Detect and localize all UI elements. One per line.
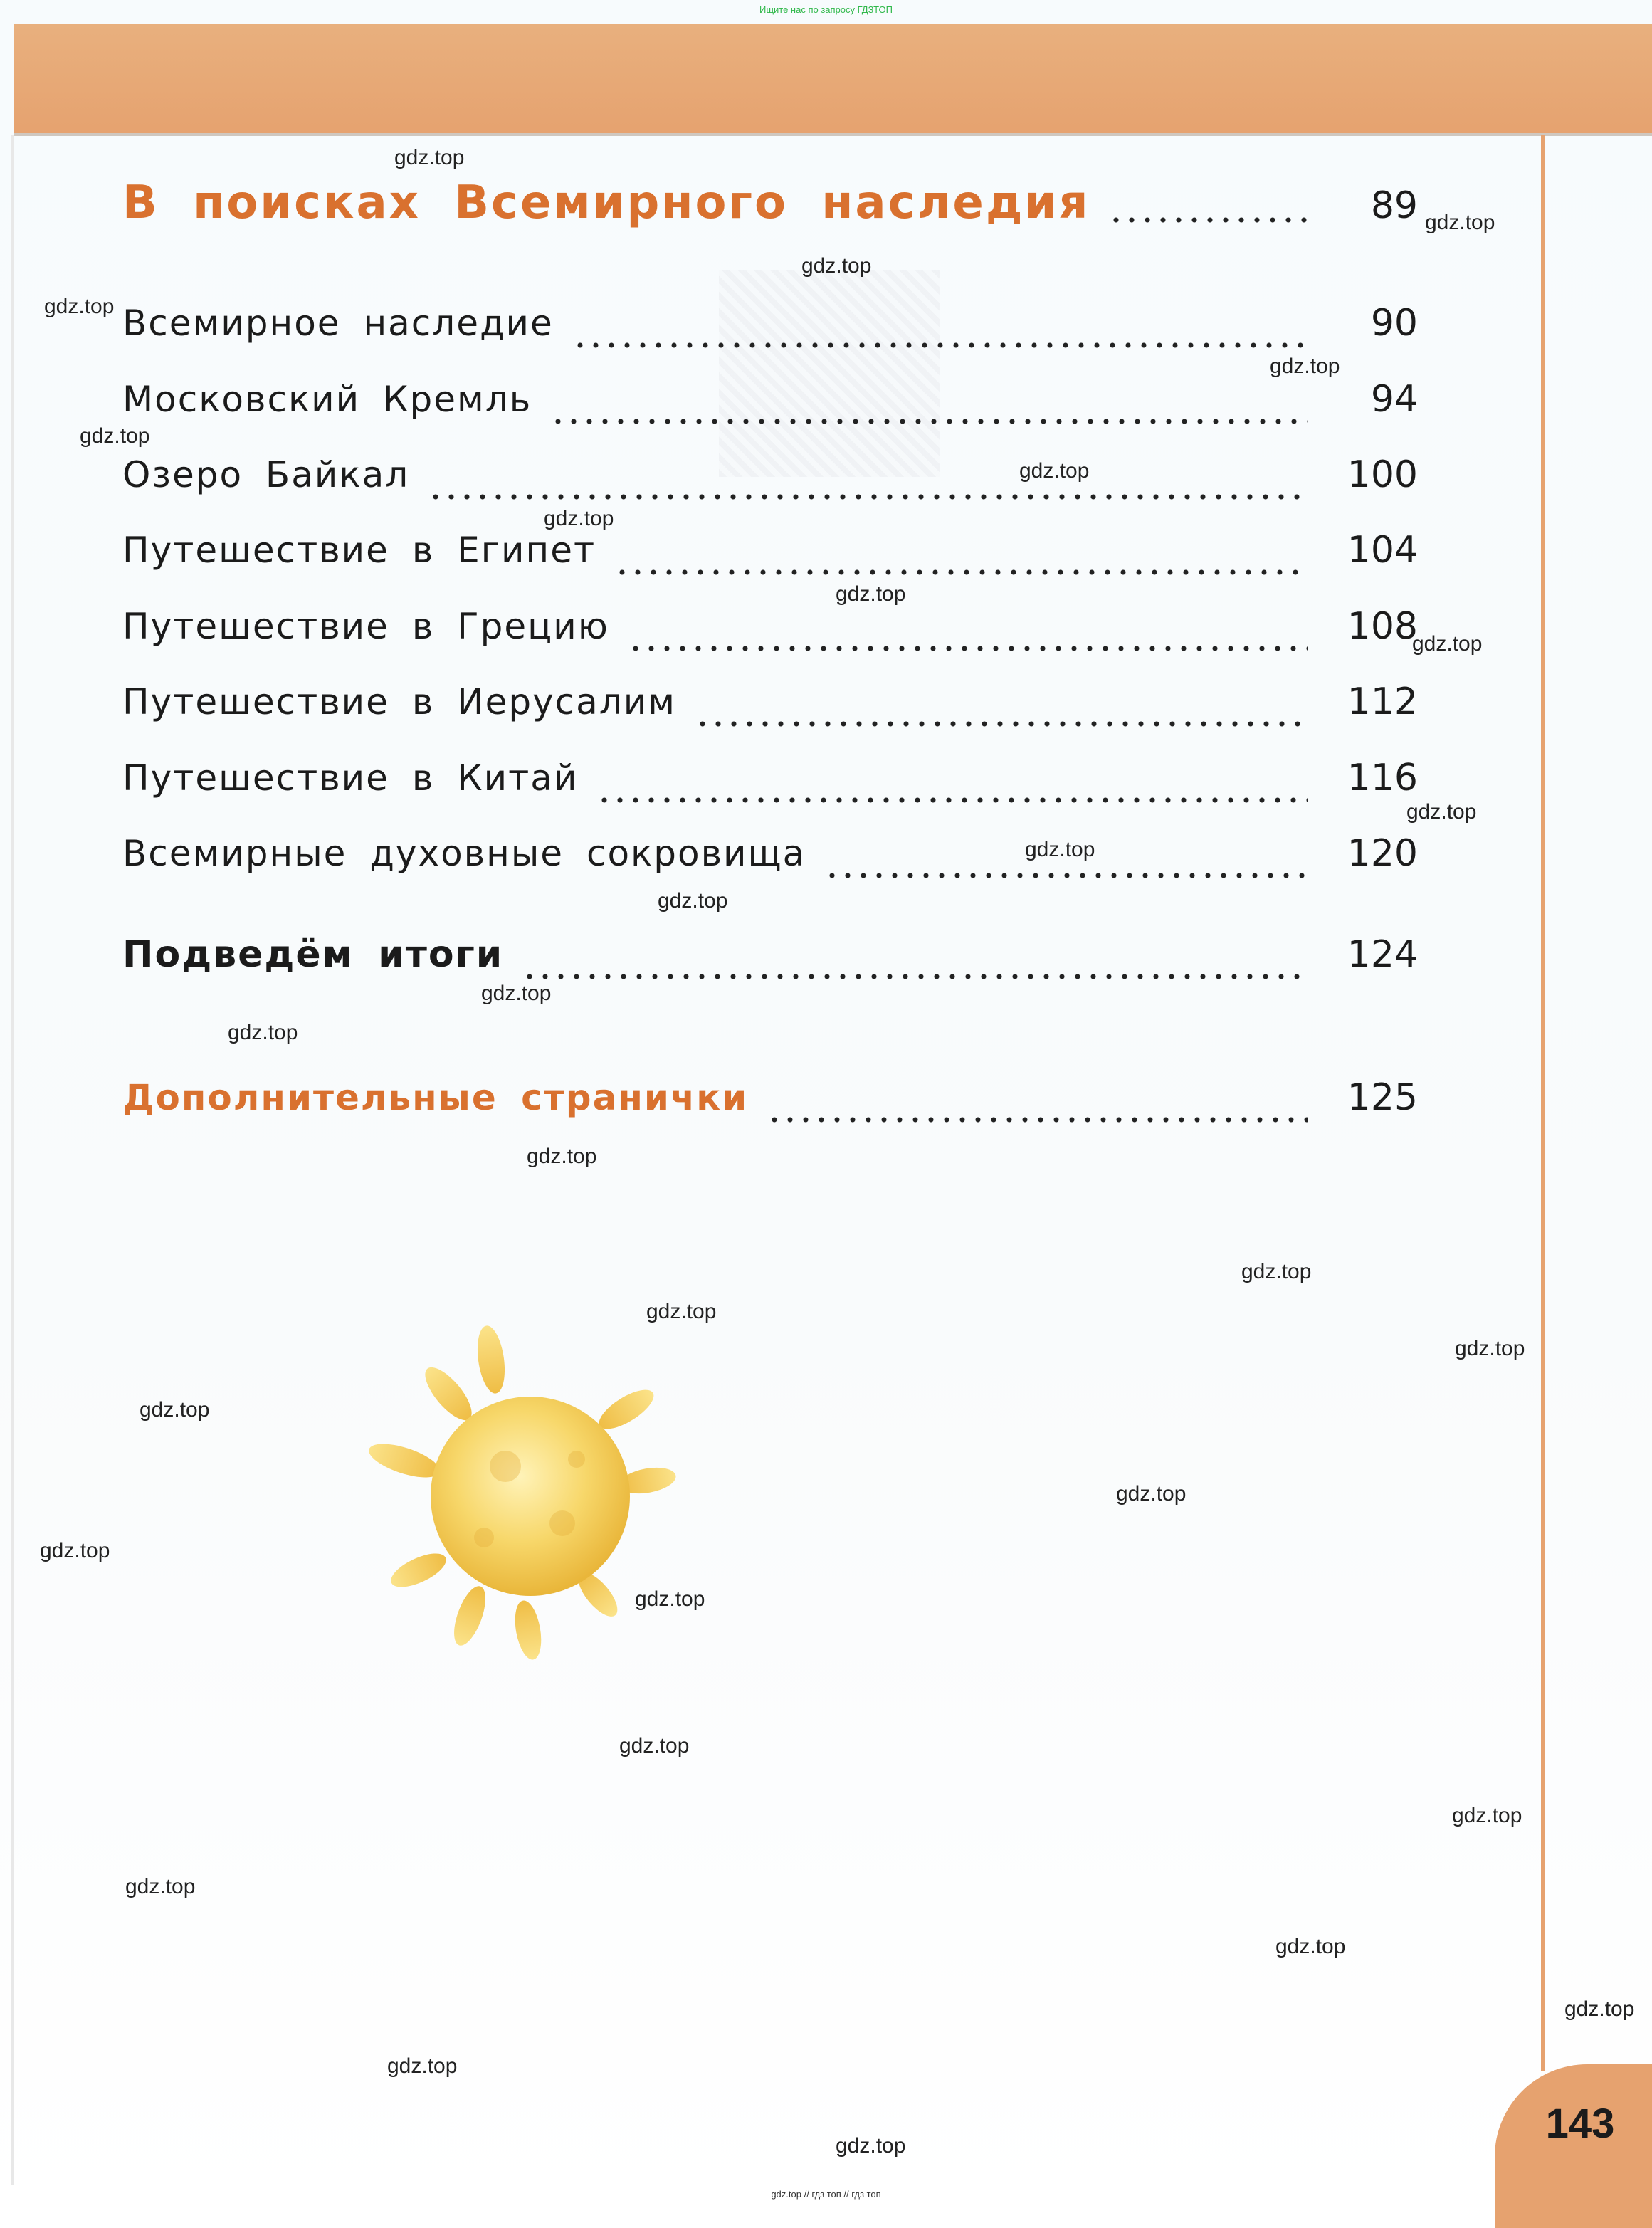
watermark: gdz.top	[387, 2054, 458, 2078]
toc-row[interactable]	[122, 605, 1418, 662]
toc-page-number: 124	[1347, 933, 1418, 976]
toc-leader-dots	[628, 645, 1308, 652]
toc-title: Всемирное наследие	[122, 303, 554, 344]
watermark: gdz.top	[125, 1875, 196, 1898]
watermark: gdz.top	[1019, 459, 1090, 483]
watermark: gdz.top	[658, 889, 728, 913]
sun-illustration	[363, 1310, 733, 1708]
toc-page-number: 100	[1347, 453, 1418, 496]
toc-title: Озеро Байкал	[122, 454, 410, 495]
watermark: gdz.top	[646, 1300, 717, 1323]
toc-leader-dots	[614, 569, 1308, 576]
watermark: gdz.top	[1564, 1997, 1635, 2021]
watermark: gdz.top	[1455, 1337, 1525, 1360]
watermark: gdz.top	[1116, 1482, 1187, 1506]
watermark: gdz.top	[801, 254, 872, 278]
bottom-note: gdz.top // гдз топ // гдз топ	[771, 2189, 881, 2200]
toc-leader-dots	[550, 418, 1308, 425]
toc-leader-dots	[596, 797, 1308, 804]
toc-page-number: 125	[1347, 1076, 1418, 1119]
toc-row-summary[interactable]	[122, 933, 1418, 990]
watermark: gdz.top	[1270, 354, 1340, 378]
watermark: gdz.top	[228, 1021, 298, 1044]
toc-page-number: 120	[1347, 832, 1418, 875]
top-note: Ищите нас по запросу ГДЗТОП	[759, 4, 893, 15]
toc-title: Путешествие в Иерусалим	[122, 681, 676, 722]
watermark: gdz.top	[394, 146, 465, 169]
toc-row[interactable]	[122, 529, 1418, 586]
toc-row-heading[interactable]	[122, 177, 1418, 233]
toc-title: Путешествие в Грецию	[122, 606, 609, 647]
toc-page-number: 116	[1347, 757, 1418, 799]
watermark: gdz.top	[1406, 800, 1477, 824]
toc-row[interactable]	[122, 681, 1418, 737]
toc-row[interactable]	[122, 302, 1418, 359]
watermark: gdz.top	[836, 582, 906, 606]
toc-title: Путешествие в Египет	[122, 530, 596, 571]
watermark: gdz.top	[527, 1145, 597, 1168]
watermark: gdz.top	[635, 1587, 705, 1611]
watermark: gdz.top	[80, 424, 150, 448]
toc-row[interactable]	[122, 757, 1418, 814]
toc-page-number: 108	[1347, 605, 1418, 648]
toc-title: Подведём итоги	[122, 933, 504, 976]
watermark: gdz.top	[140, 1398, 210, 1422]
toc-leader-dots	[1108, 216, 1308, 224]
watermark: gdz.top	[619, 1734, 690, 1757]
watermark: gdz.top	[44, 295, 115, 318]
watermark: gdz.top	[1412, 632, 1483, 656]
toc-leader-dots	[767, 1116, 1308, 1123]
page-number: 143	[1545, 2101, 1615, 2147]
toc-leader-dots	[695, 720, 1308, 727]
toc-page-number: 112	[1347, 681, 1418, 723]
toc-row[interactable]	[122, 453, 1418, 510]
toc-leader-dots	[572, 342, 1308, 349]
watermark: gdz.top	[544, 507, 614, 530]
toc-row-extra-pages[interactable]	[122, 1076, 1418, 1133]
watermark: gdz.top	[40, 1539, 110, 1562]
toc-page-number: 94	[1370, 378, 1418, 421]
toc-title: Дополнительные странички	[122, 1077, 749, 1118]
watermark: gdz.top	[1425, 211, 1495, 234]
toc-title: Путешествие в Китай	[122, 757, 579, 799]
toc-page-number: 104	[1347, 529, 1418, 572]
toc-title: В поисках Всемирного наследия	[122, 177, 1090, 229]
watermark: gdz.top	[1452, 1804, 1522, 1827]
toc-leader-dots	[522, 973, 1308, 980]
toc-title: Московский Кремль	[122, 379, 532, 420]
watermark: gdz.top	[1275, 1935, 1346, 1958]
toc-title: Всемирные духовные сокровища	[122, 833, 806, 874]
toc-page-number: 90	[1370, 302, 1418, 345]
watermark: gdz.top	[1241, 1260, 1312, 1283]
watermark: gdz.top	[481, 982, 552, 1005]
toc-row[interactable]	[122, 832, 1418, 889]
toc-row[interactable]	[122, 378, 1418, 435]
watermark: gdz.top	[836, 2134, 906, 2158]
toc-leader-dots	[428, 493, 1308, 500]
toc-leader-dots	[824, 872, 1308, 879]
watermark: gdz.top	[1025, 838, 1095, 861]
toc-page-number: 89	[1370, 184, 1418, 227]
